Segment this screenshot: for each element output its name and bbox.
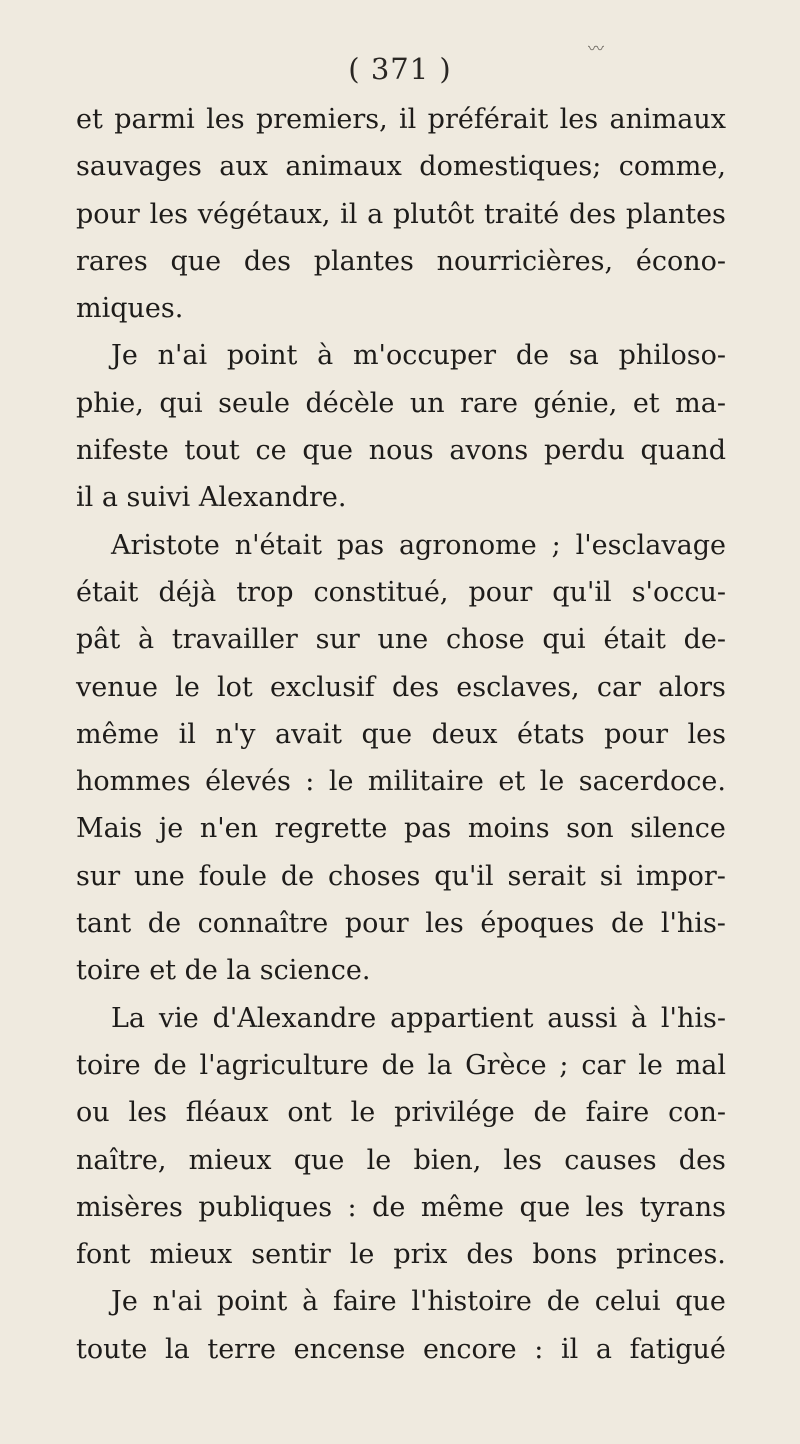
- text-line: nifeste tout ce que nous avons perdu quand: [76, 435, 726, 467]
- text-line: pour les végétaux, il a plutôt traité des plantes: [76, 198, 726, 230]
- text-line: tant de connaître pour les époques de l'his-: [76, 908, 726, 940]
- text-line: hommes élevés : le militaire et le sacerdoce.: [76, 766, 726, 798]
- text-line: Mais je n'en regrette pas moins son silence: [76, 813, 726, 845]
- text-line: Je n'ai point à m'occuper de sa philoso-: [111, 340, 726, 372]
- text-line: Je n'ai point à faire l'histoire de celui que: [111, 1286, 726, 1318]
- text-line: rares que des plantes nourricières, écono-: [76, 245, 726, 277]
- text-line: naître, mieux que le bien, les causes des: [76, 1144, 726, 1176]
- text-line: phie, qui seule décèle un rare génie, et ma-: [76, 387, 726, 419]
- text-line: il a suivi Alexandre.: [76, 482, 347, 514]
- text-line: venue le lot exclusif des esclaves, car alors: [76, 671, 726, 703]
- text-line: toire de l'agriculture de la Grèce ; car le mal: [76, 1049, 726, 1081]
- text-line: toire et de la science.: [76, 955, 371, 987]
- text-line: misères publiques : de même que les tyrans: [76, 1191, 726, 1223]
- text-line: même il n'y avait que deux états pour les: [76, 718, 726, 750]
- text-line: ou les fléaux ont le privilége de faire con-: [76, 1097, 726, 1129]
- ink-mark: 〰: [588, 39, 605, 58]
- body-text: [76, 96, 726, 1373]
- text-line: font mieux sentir le prix des bons princes.: [76, 1239, 726, 1271]
- text-line: miques.: [76, 293, 184, 325]
- text-line: pât à travailler sur une chose qui était de-: [76, 624, 726, 656]
- text-line: La vie d'Alexandre appartient aussi à l'his-: [111, 1002, 726, 1034]
- text-line: était déjà trop constitué, pour qu'il s'occu-: [76, 576, 726, 608]
- text-line: sauvages aux animaux domestiques; comme,: [76, 151, 726, 183]
- text-line: toute la terre encense encore : il a fatigué: [76, 1333, 726, 1365]
- text-line: Aristote n'était pas agronome ; l'esclavage: [111, 529, 726, 561]
- page-number: ( 371 ): [348, 52, 452, 86]
- text-line: sur une foule de choses qu'il serait si impor-: [76, 860, 726, 892]
- text-line: et parmi les premiers, il préférait les animaux: [76, 104, 726, 135]
